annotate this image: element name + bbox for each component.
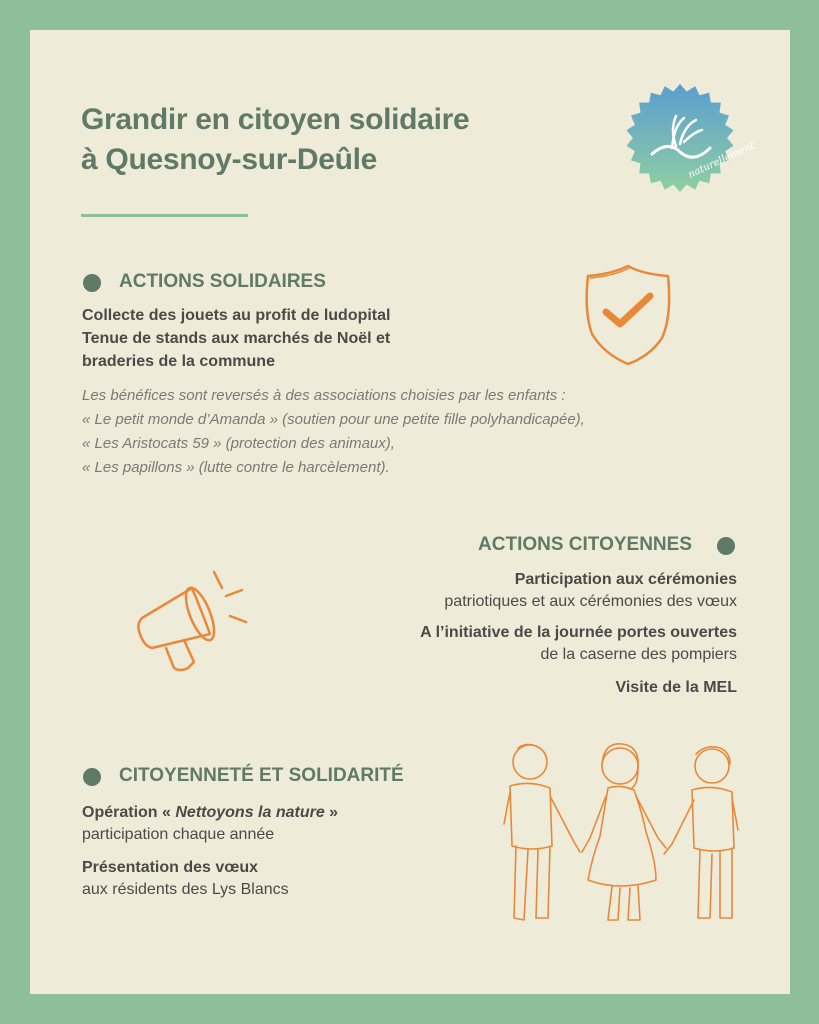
- solidaires-notes: [82, 384, 722, 480]
- citoyennes-item-2-light: de la caserne des pompiers: [540, 646, 737, 663]
- children-holding-hands-illustration: [496, 742, 746, 928]
- title-line-2: à Quesnoy-sur-Deûle: [81, 143, 378, 176]
- solidaires-item: Collecte des jouets au profit de ludopital: [82, 307, 391, 324]
- note-line: « Les papillons » (lutte contre le harcèlement).: [82, 459, 390, 476]
- section-bullet: [83, 274, 101, 292]
- title-underline: [81, 214, 248, 217]
- page-title: [81, 100, 601, 180]
- citoyennete-item-1-bold: [82, 801, 482, 824]
- title-line-1: Grandir en citoyen solidaire: [81, 103, 470, 136]
- section-bullet: [717, 537, 735, 555]
- heading-actions-citoyennes: ACTIONS CITOYENNES: [478, 534, 692, 555]
- citoyennete-item-1-light: participation chaque année: [82, 826, 275, 843]
- section-bullet: [83, 768, 101, 786]
- solidaires-items: [82, 304, 502, 373]
- citoyennete-item-2-light: aux résidents des Lys Blancs: [82, 881, 289, 898]
- heading-citoyennete-solidarite: CITOYENNETÉ ET SOLIDARITÉ: [119, 765, 404, 786]
- note-line: « Les Aristocats 59 » (protection des animaux),: [82, 435, 395, 452]
- solidaires-item: braderies de la commune: [82, 353, 275, 370]
- heading-actions-solidaires: ACTIONS SOLIDAIRES: [119, 271, 326, 292]
- megaphone-icon: [130, 552, 260, 674]
- citoyennes-items: [280, 568, 737, 699]
- citoyennete-item-2-bold: Présentation des vœux: [82, 859, 259, 876]
- operation-name: Nettoyons la nature: [175, 804, 325, 821]
- shield-check-icon: [582, 258, 678, 370]
- solidaires-item: Tenue de stands aux marchés de Noël et: [82, 330, 391, 347]
- note-line: Les bénéfices sont reversés à des associations choisies par les enfants :: [82, 387, 566, 404]
- citoyennes-item-2-bold: A l’initiative de la journée portes ouvertes: [420, 624, 737, 641]
- naturellement-badge: [624, 82, 757, 194]
- page-card: [30, 30, 790, 994]
- svg-text:naturellement: naturellement: [686, 140, 757, 181]
- note-line: « Le petit monde d’Amanda » (soutien pour une petite fille polyhandicapée),: [82, 411, 585, 428]
- operation-suffix: »: [329, 804, 339, 821]
- citoyennes-item-3-bold: Visite de la MEL: [615, 679, 737, 696]
- citoyennes-item-1-light: patriotiques et aux cérémonies des vœux: [444, 593, 737, 610]
- operation-prefix: Opération «: [82, 804, 171, 821]
- citoyennete-items: [82, 801, 482, 901]
- citoyennes-item-1-bold: Participation aux cérémonies: [514, 571, 737, 588]
